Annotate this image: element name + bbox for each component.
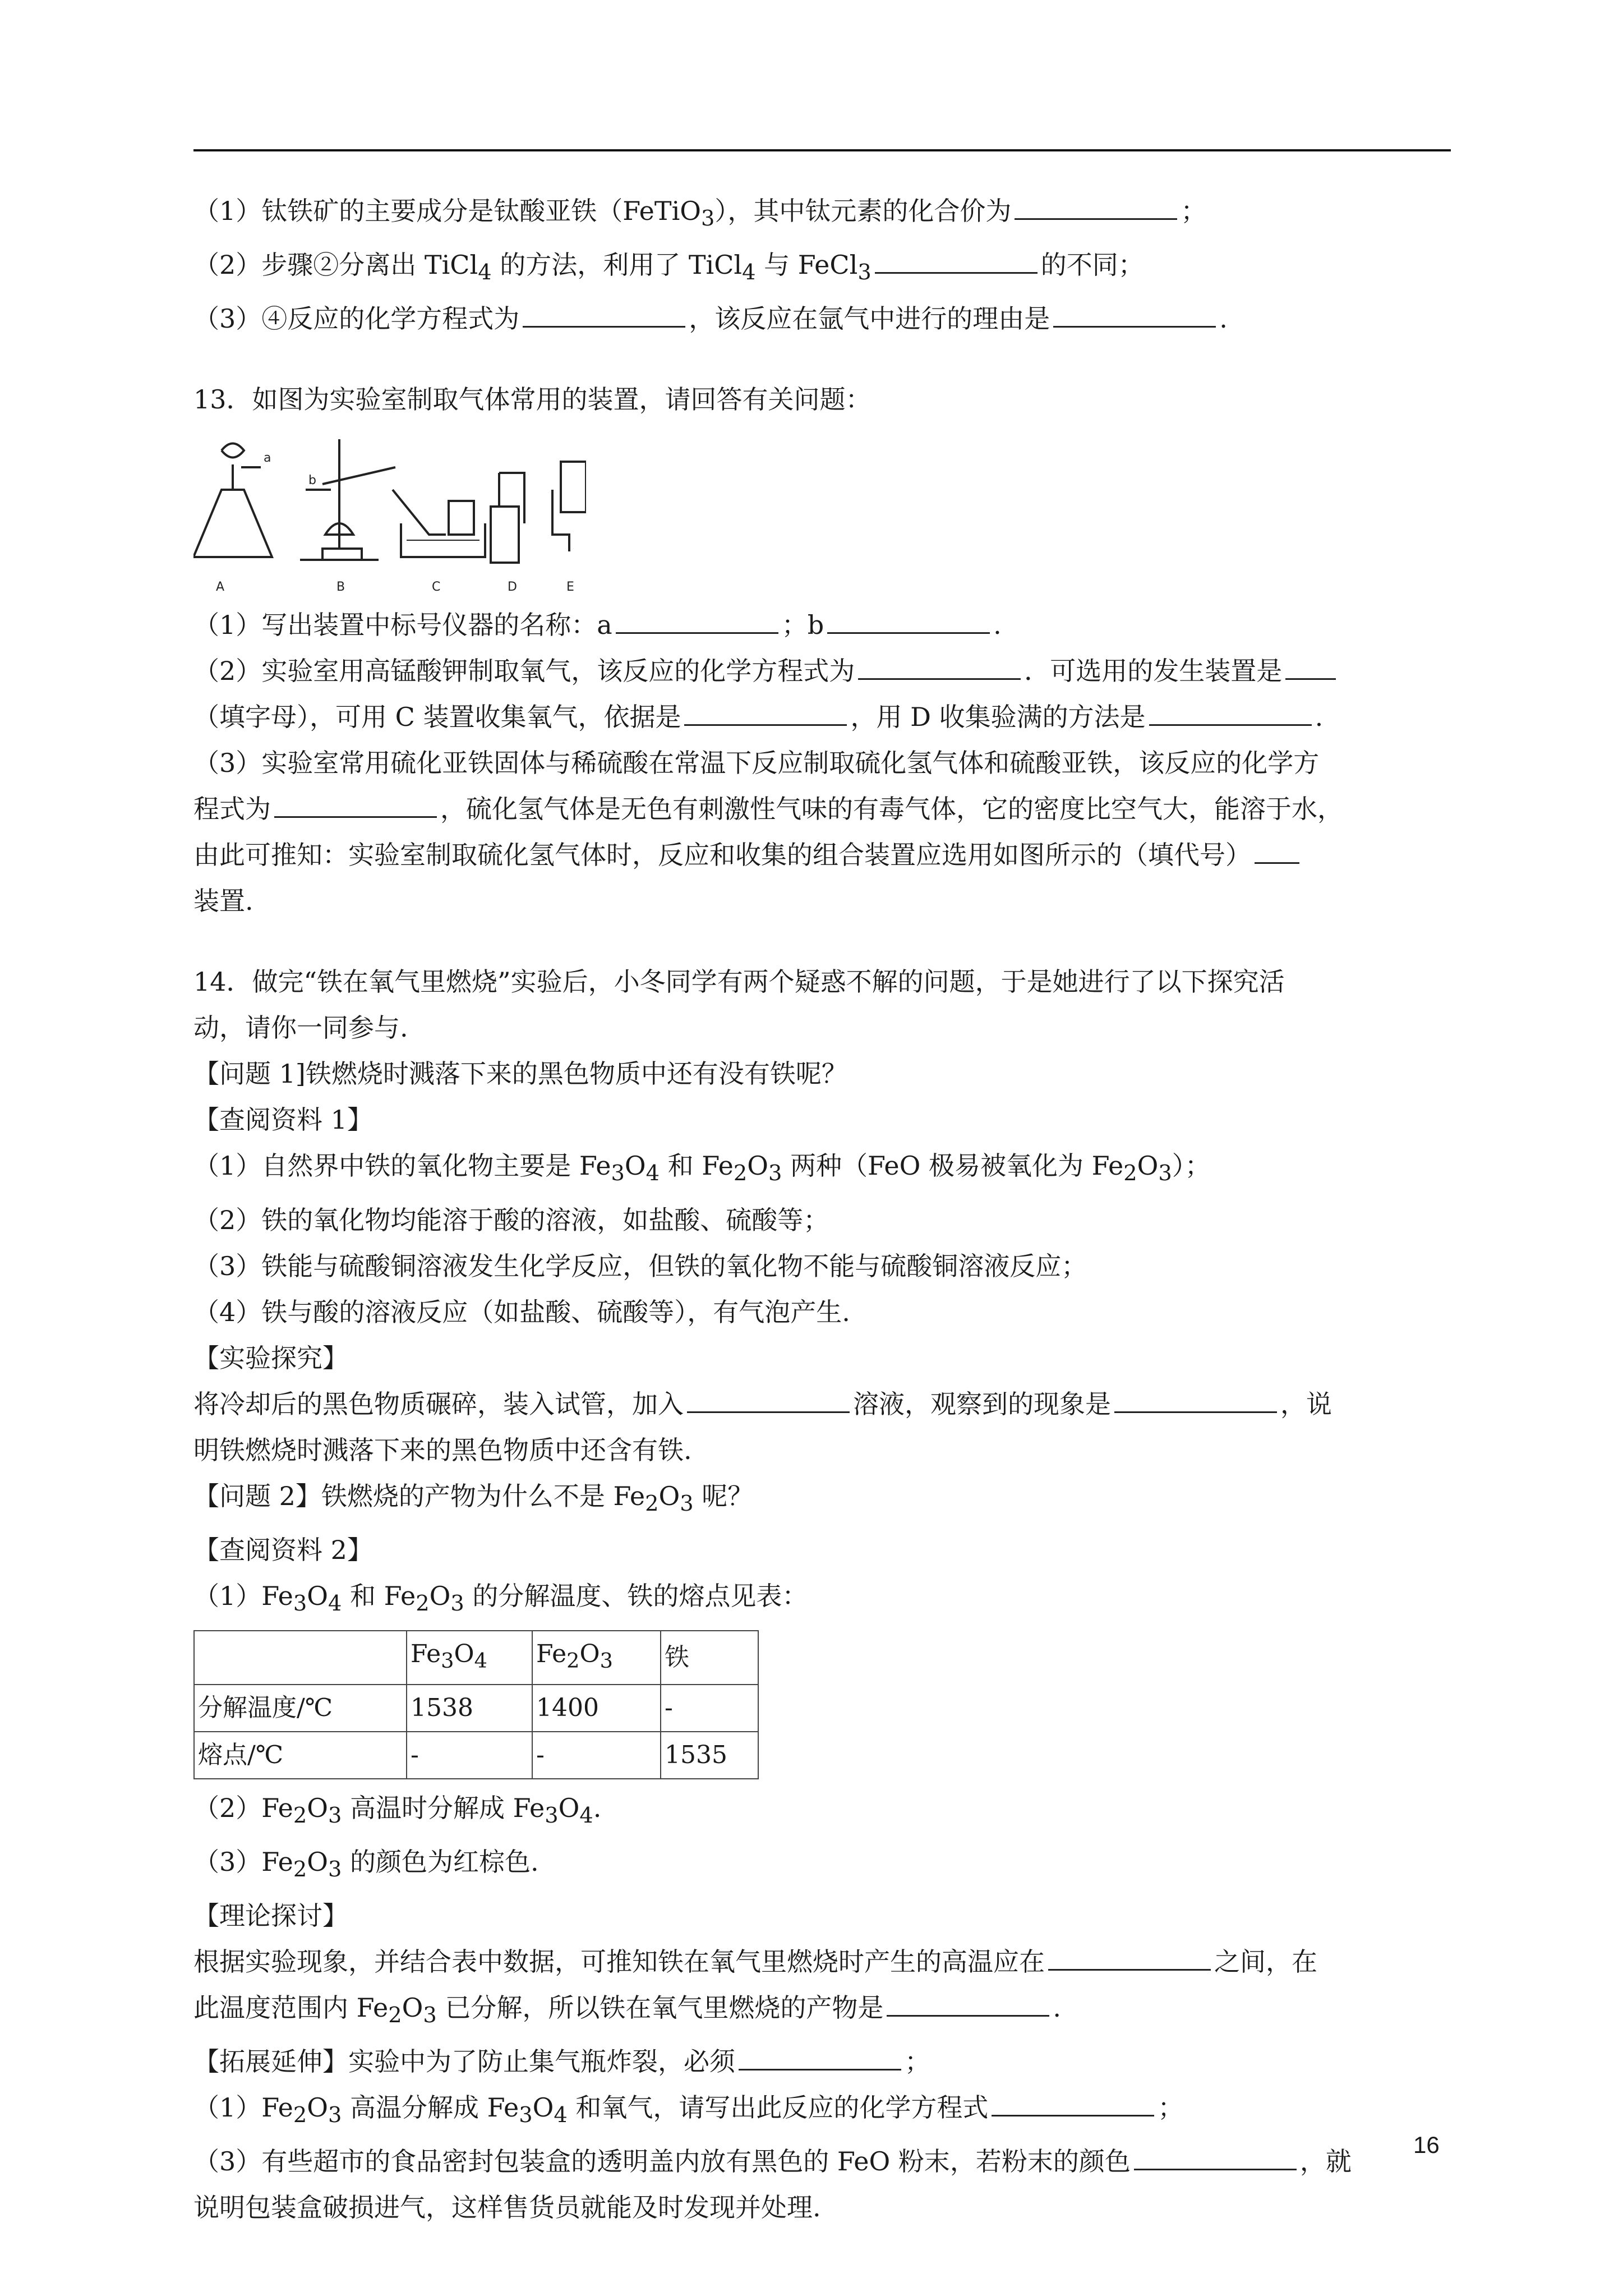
answer-blank[interactable] [887,1989,1049,2017]
table-cell [194,1631,407,1685]
text: 装置. [193,886,253,917]
answer-blank[interactable] [1134,2143,1297,2170]
extension-item3-line2 [193,2184,1451,2230]
table-cell: 1538 [407,1685,532,1732]
answer-blank[interactable] [1285,652,1336,680]
text: O [307,1580,328,1611]
text: 【问题 2】铁燃烧的产物为什么不是 Fe [193,1480,645,1511]
answer-blank[interactable] [684,698,847,726]
text: 两种（FeO 极易被氧化为 Fe [782,1151,1124,1181]
text: 【理论探讨】 [193,1901,348,1931]
answer-blank[interactable] [687,1386,850,1413]
experiment-line2 [193,1427,1451,1473]
reference-1-item1 [193,1143,1451,1197]
q13-part3-line2 [193,786,1451,832]
subscript: 3 [423,2003,437,2028]
label-b-device: B [336,580,345,595]
subscript: 2 [1123,1161,1137,1186]
text: 【查阅资料 2】 [193,1534,373,1565]
q13-part3-line3 [193,832,1451,878]
text: （填字母），可用 C 装置收集氧气，依据是 [193,702,681,733]
text: ； [905,2046,930,2077]
text: 【问题 1]铁燃烧时溅落下来的黑色物质中还有没有铁呢？ [193,1059,847,1089]
table-cell: $Fe_3O_4$ [407,1631,532,1685]
question-2-heading [193,1473,1451,1527]
q13-part2-line1 [193,648,1451,694]
subscript: 3 [1158,1161,1172,1186]
text: O [402,1993,423,2023]
text: ； [1181,196,1207,226]
subscript: 2 [645,1490,659,1516]
label-a-instrument: a [264,451,271,466]
theory-line2 [193,1985,1451,2039]
question-1-heading [193,1051,1451,1097]
text: 溶液，观察到的现象是 [853,1388,1111,1419]
text: 已分解，所以铁在氧气里燃烧的产物是 [436,1993,884,2023]
text: 呢？ [693,1480,754,1511]
text: O [1137,1151,1159,1181]
reference-1-item4 [193,1289,1451,1335]
text: ，说 [1280,1388,1332,1419]
text: 和氧气，请写出此反应的化学方程式 [567,2092,989,2123]
table-header-row [194,1631,758,1685]
reference-1-item3 [193,1243,1451,1289]
text: . [1219,303,1228,334]
text: 的颜色为红棕色. [342,1846,539,1877]
text: （2）Fe [193,1792,293,1823]
text: （1）Fe [193,2092,293,2123]
table-row [194,1685,758,1732]
subscript: 2 [293,2102,307,2128]
q13-part2-line2 [193,694,1451,740]
answer-blank[interactable] [1015,192,1177,220]
property-table [193,1630,759,1779]
subscript: 4 [478,260,492,286]
subscript: 3 [857,260,872,286]
text: （3）Fe [193,1846,293,1877]
text: 说明包装盒破损进气，这样售货员就能及时发现并处理. [193,2192,821,2223]
text: O [747,1151,768,1181]
table-cell: 分解温度/℃ [194,1685,407,1732]
subscript: 3 [701,206,715,232]
answer-blank[interactable] [1114,1386,1277,1413]
text: （3）有些超市的食品密封包装盒的透明盖内放有黑色的 FeO 粉末，若粉末的颜色 [193,2146,1131,2177]
text: 的分解温度、铁的熔点见表： [464,1580,808,1611]
text: 明铁燃烧时溅落下来的黑色物质中还含有铁. [193,1434,692,1465]
text: （1）自然界中铁的氧化物主要是 Fe [193,1151,611,1181]
q12-part3 [193,296,1451,342]
text: O [658,1480,680,1511]
q12-part2 [193,242,1451,296]
funnel-icon [222,444,244,458]
text: 13．如图为实验室制取气体常用的装置，请回答有关问题： [193,384,872,415]
text: 高温时分解成 Fe [342,1792,545,1823]
subscript: 3 [611,1161,625,1186]
text: （3）铁能与硫酸铜溶液发生化学反应，但铁的氧化物不能与硫酸铜溶液反应； [193,1250,1087,1281]
flask-icon [193,464,272,557]
text: ，用 D 收集验满的方法是 [850,702,1146,733]
answer-blank[interactable] [1255,836,1299,864]
text: O [307,1846,328,1877]
q13-part3-line4 [193,878,1451,924]
text: 和 Fe [342,1580,416,1611]
header-rule [193,149,1451,151]
text: 高温分解成 Fe [342,2092,519,2123]
text: 的不同； [1040,250,1144,280]
q13-part3-line1 [193,740,1451,786]
table-cell: 1400 [532,1685,661,1732]
subscript: 3 [680,1490,694,1516]
text: 程式为 [193,794,271,825]
text: ）； [1172,1151,1211,1181]
text: 由此可推知：实验室制取硫化氢气体时，反应和收集的组合装置应选用如图所示的（填代号） [193,840,1251,871]
text: 与 FeCl [755,250,858,280]
theory-line1 [193,1939,1451,1985]
table-cell: - [407,1732,532,1779]
text: 动，请你一同参与. [193,1013,408,1043]
text: O [307,1792,328,1823]
answer-blank[interactable] [875,246,1038,274]
text: 14．做完“铁在氧气里燃烧”实验后，小冬同学有两个疑惑不解的问题，于是她进行了以下探究活 [193,967,1285,997]
table-row [194,1732,758,1779]
text: 【拓展延伸】实验中为了防止集气瓶炸裂，必须 [193,2046,735,2077]
experiment-heading [193,1335,1451,1381]
reference-2-item2 [193,1785,1451,1839]
reference-2-heading [193,1527,1451,1573]
text: 和 Fe [660,1151,734,1181]
q14-stem-line2 [193,1005,1451,1051]
label-c-device: C [432,580,441,595]
extension-item3-line1 [193,2138,1451,2184]
reference-1-heading [193,1097,1451,1143]
text: 此温度范围内 Fe [193,1993,389,2023]
label-d-device: D [508,580,517,595]
text: （1）写出装置中标号仪器的名称：a [193,610,612,641]
table-cell: $Fe_2O_3$ [532,1631,661,1685]
table-cell: 铁 [661,1631,758,1685]
subscript: 3 [328,1802,342,1828]
text: O [307,2092,328,2123]
answer-blank[interactable] [739,2043,901,2070]
subscript: 2 [293,1857,307,1883]
text: 的方法，利用了 TiCl [491,250,743,280]
text: 之间，在 [1214,1947,1317,1977]
subscript: 2 [388,2003,402,2028]
subscript: 4 [328,1590,342,1616]
text: ； [1158,2092,1184,2123]
extension-heading-line [193,2039,1451,2085]
text: （1）钛铁矿的主要成分是钛酸亚铁（FeTiO [193,196,701,226]
text: （1）Fe [193,1580,293,1611]
text: 根据实验现象，并结合表中数据，可推知铁在氧气里燃烧时产生的高温应在 [193,1947,1045,1977]
text: （3）④反应的化学方程式为 [193,303,520,334]
apparatus-figure [193,422,1451,602]
table-cell: - [661,1685,758,1732]
page-number: 16 [1413,2132,1440,2158]
table-cell: - [532,1732,661,1779]
label-e-device: E [566,580,574,595]
text: ；b [781,610,824,641]
reference-2-item1 [193,1573,1451,1627]
text: ，就 [1299,2146,1352,2177]
text: 将冷却后的黑色物质碾碎，装入试管，加入 [193,1388,684,1419]
text: （2）实验室用高锰酸钾制取氧气，该反应的化学方程式为 [193,656,855,687]
reference-1-item2 [193,1197,1451,1243]
text: O [532,2092,554,2123]
subscript: 3 [328,2102,342,2128]
answer-blank[interactable] [1048,1943,1211,1971]
text: O [558,1792,580,1823]
text: ，硫化氢气体是无色有刺激性气味的有毒气体，它的密度比空气大，能溶于水， [440,794,1343,825]
subscript: 3 [768,1161,782,1186]
answer-blank[interactable] [827,606,990,634]
text: ），其中钛元素的化合价为 [714,196,1012,226]
answer-blank[interactable] [616,606,778,634]
table-cell: 熔点/℃ [194,1732,407,1779]
q13-stem [193,376,1451,422]
text: （2）铁的氧化物均能溶于酸的溶液，如盐酸、硫酸等； [193,1204,829,1235]
subscript: 2 [293,1802,307,1828]
page-content [193,188,1451,2230]
theory-heading [193,1893,1451,1939]
q14-stem-line1 [193,959,1451,1005]
text: （3）实验室常用硫化亚铁固体与稀硫酸在常温下反应制取硫化氢气体和硫酸亚铁，该反应的化学方 [193,748,1320,779]
subscript: 2 [733,1161,748,1186]
label-a-device: A [216,580,225,595]
answer-blank[interactable] [1149,698,1312,726]
subscript: 4 [742,260,756,286]
answer-blank[interactable] [858,652,1021,680]
text: 【查阅资料 1】 [193,1105,373,1135]
answer-blank[interactable] [274,790,437,818]
text: O [624,1151,646,1181]
answer-blank[interactable] [1053,300,1216,328]
text: . [593,1792,602,1823]
q12-part1 [193,188,1451,242]
extension-item1 [193,2085,1451,2138]
text: ，该反应在氩气中进行的理由是 [689,303,1050,334]
text: . [993,610,1002,641]
label-b-instrument: b [308,473,316,488]
reference-2-item3 [193,1839,1451,1893]
text: （4）铁与酸的溶液反应（如盐酸、硫酸等），有气泡产生. [193,1296,850,1327]
subscript: 3 [450,1590,464,1616]
subscript: 2 [416,1590,430,1616]
answer-blank[interactable] [523,300,685,328]
subscript: 4 [554,2102,568,2128]
q13-part1 [193,602,1451,648]
text: （2）步骤②分离出 TiCl [193,250,478,280]
experiment-line1 [193,1381,1451,1427]
subscript: 4 [645,1161,660,1186]
text: . [1315,702,1324,733]
text: 【实验探究】 [193,1342,348,1373]
subscript: 3 [519,2102,533,2128]
text: O [429,1580,451,1611]
answer-blank[interactable] [992,2089,1154,2116]
subscript: 3 [328,1857,342,1883]
subscript: 3 [293,1590,307,1616]
text: . [1053,1993,1061,2023]
gas-bottle-e-icon [552,462,586,551]
table-cell: 1535 [661,1732,758,1779]
subscript: 4 [579,1802,593,1828]
subscript: 3 [545,1802,559,1828]
text: ．可选用的发生装置是 [1024,656,1283,687]
apparatus-drawing [193,422,586,602]
gas-bottle-d-icon [491,473,524,563]
